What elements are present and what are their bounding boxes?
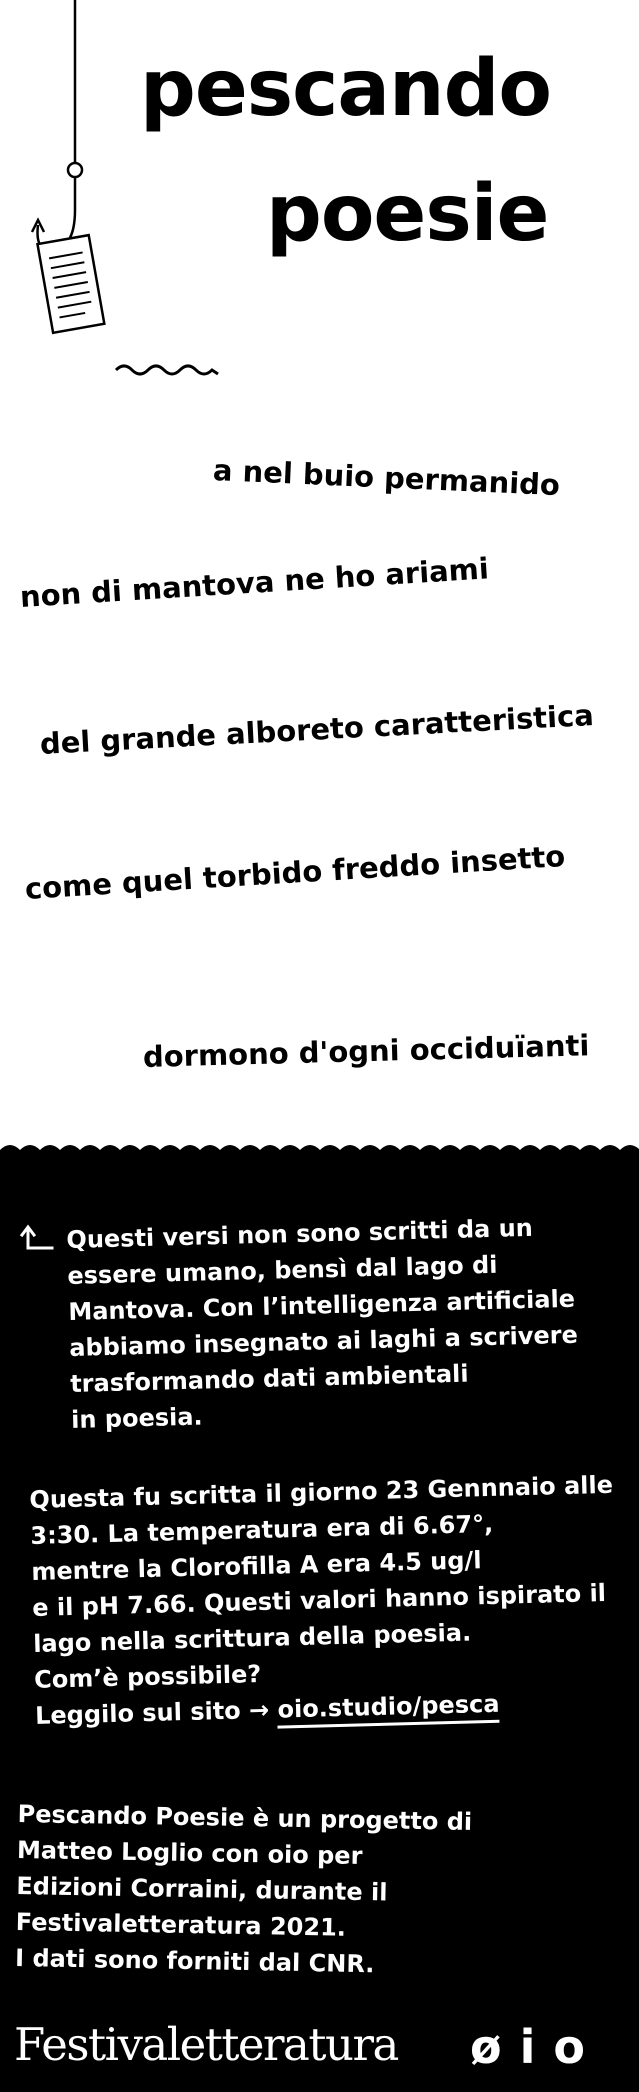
intro-line-3: Mantova. Con l’intelligenza artificiale (67, 1284, 576, 1326)
read-more-prefix: Leggilo sul sito → (34, 1695, 270, 1730)
oio-logo: øio (470, 2020, 603, 2074)
squiggle-decoration (112, 360, 222, 390)
poem-verse-3: del grande alboreto caratteristica (39, 698, 595, 761)
fishing-hook-icon (20, 0, 130, 350)
site-link[interactable]: oio.studio/pesca (277, 1690, 500, 1729)
data-line-2: 3:30. La temperatura era di 6.67°, (30, 1509, 494, 1550)
intro-paragraph (66, 1209, 580, 1438)
data-line-5: lago nella scrittura della poesia. (32, 1618, 472, 1658)
data-paragraph (29, 1467, 619, 1734)
credits-line-3: Edizioni Corraini, durante il (16, 1871, 388, 1907)
festivaletteratura-logo: Festivaletteratura (14, 2018, 398, 2071)
poem-verse-1: a nel buio permanido (212, 453, 561, 503)
wave-divider (0, 1138, 639, 1162)
credits-line-2: Matteo Loglio con oio per (16, 1835, 363, 1871)
credits-paragraph (15, 1796, 473, 1984)
intro-line-1: Questi versi non sono scritti da un (66, 1213, 534, 1254)
intro-line-2: essere umano, bensì dal lago di (67, 1250, 498, 1290)
credits-line-1: Pescando Poesie è un progetto di (17, 1799, 473, 1836)
data-line-6: Com’è possibile? (33, 1659, 262, 1694)
intro-line-5: trasformando dati ambientali (69, 1359, 469, 1398)
credits-line-5: I dati sono forniti dal CNR. (14, 1943, 375, 1979)
poem-verse-2: non di mantova ne ho ariami (18, 551, 490, 614)
data-line-4: e il pH 7.66. Questi valori hanno ispirato il (31, 1578, 607, 1622)
return-arrow-icon (20, 1222, 54, 1252)
intro-line-6: in poesia. (70, 1402, 203, 1434)
page-title-line2: poesie (266, 169, 549, 259)
poem-verse-5: dormono d'ogni occiduïanti (142, 1028, 590, 1074)
data-line-3: mentre la Clorofilla A era 4.5 ug/l (30, 1546, 482, 1586)
intro-line-4: abbiamo insegnato ai laghi a scrivere (68, 1320, 579, 1362)
poem-verse-4: come quel torbido freddo insetto (23, 839, 567, 906)
credits-line-4: Festivaletteratura 2021. (15, 1907, 347, 1942)
data-line-1: Questa fu scritta il giorno 23 Gennnaio alle (29, 1470, 614, 1514)
page-title-line1: pescando (140, 44, 551, 134)
